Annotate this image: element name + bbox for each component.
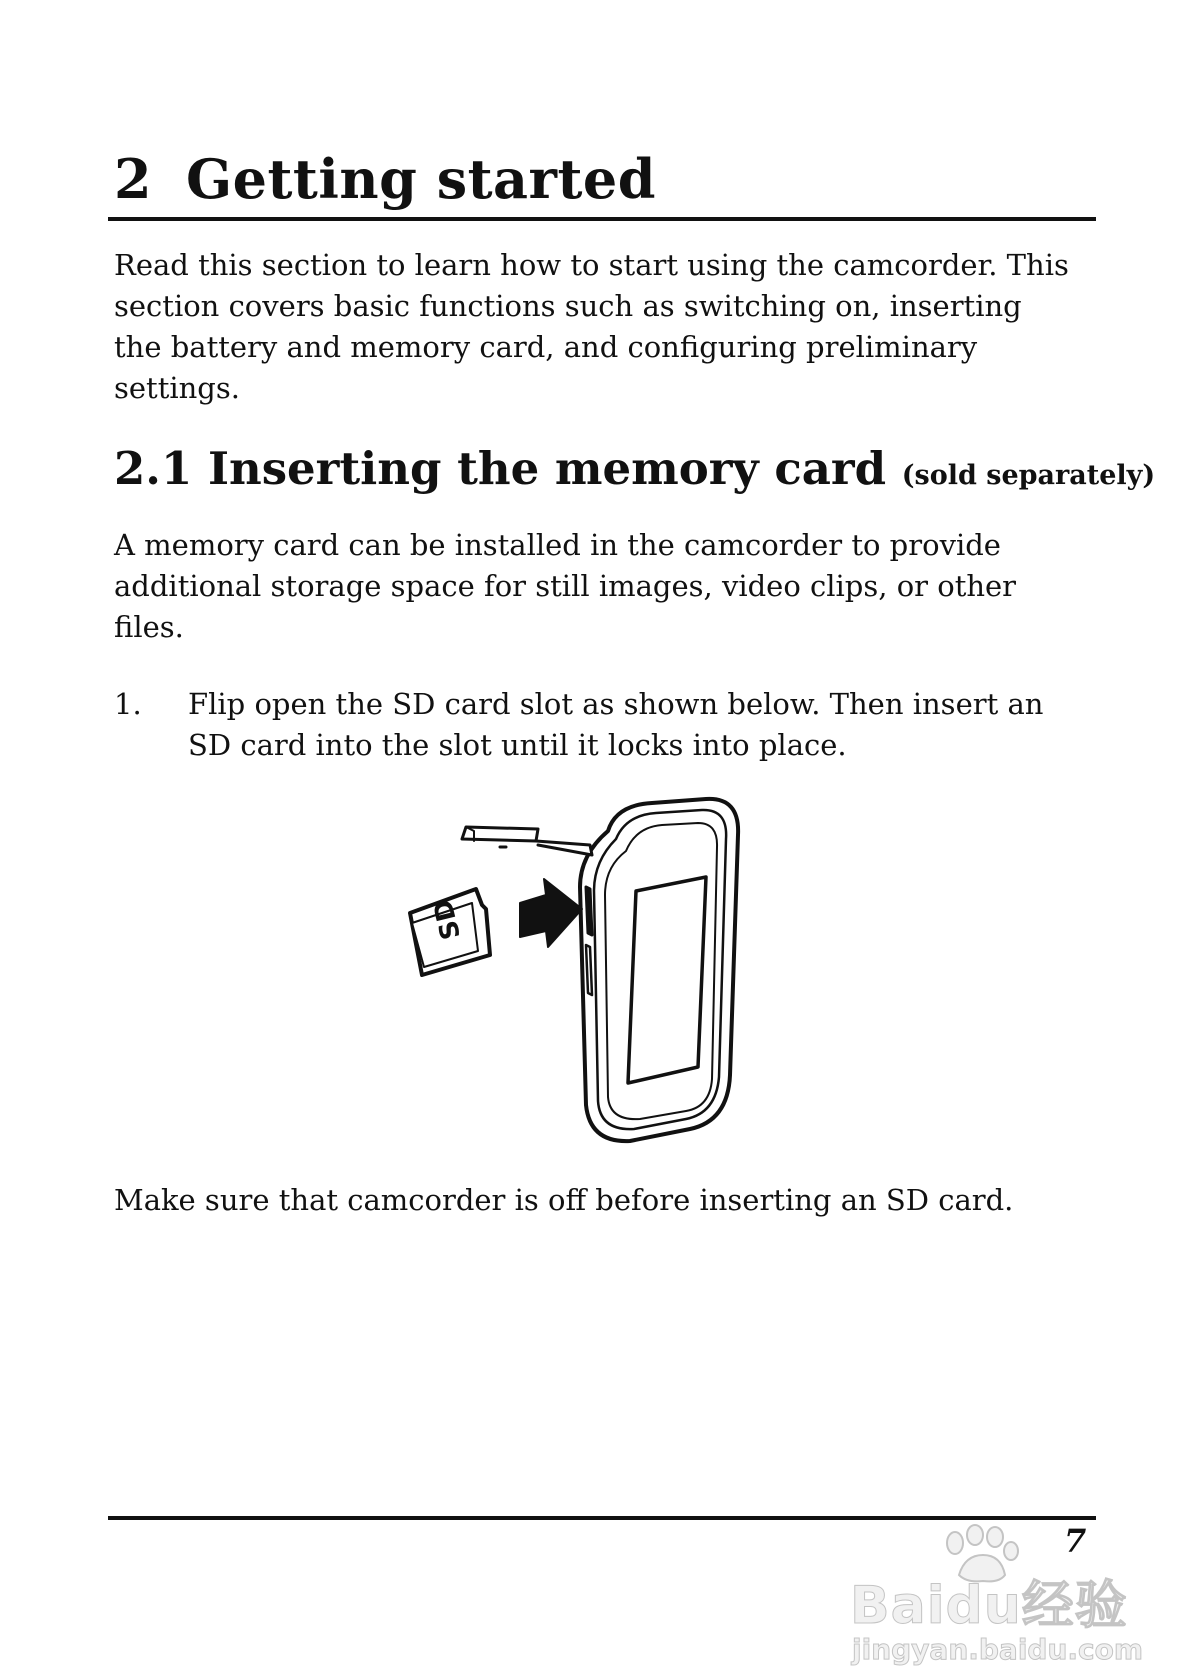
- warning-note: Make sure that camcorder is off before inserting an SD card.: [114, 1183, 1014, 1217]
- section-subtitle: (sold separately): [901, 460, 1156, 491]
- watermark-brand: Baidu经验: [850, 1576, 1128, 1636]
- sd-card-insertion-illustration: [428, 795, 760, 1145]
- chapter-divider: [108, 217, 1096, 221]
- footer-divider: [108, 1516, 1096, 1520]
- insert-arrow-icon: [520, 879, 582, 947]
- chapter-title: [114, 147, 657, 211]
- section-description: A memory card can be installed in the camcorder to provide additional storage space for still images, video clips, or other files.: [114, 528, 1017, 644]
- step-text: Flip open the SD card slot as shown below. Then insert an SD card into the slot until it locks into place.: [188, 687, 1044, 762]
- chapter-title-text: Getting started: [186, 147, 657, 211]
- section-title-text: 2.1 Inserting the memory card: [114, 442, 887, 495]
- chapter-number: 2: [114, 147, 153, 211]
- section-title: [114, 442, 1156, 495]
- chapter-intro: Read this section to learn how to start using the camcorder. This section covers basic functions such as switching on, inserting the battery and memory card, and configuring preliminary settings.: [114, 248, 1069, 405]
- sd-card-label: SD: [428, 896, 468, 943]
- sd-card-icon: [410, 889, 490, 975]
- baidu-watermark: [850, 1525, 1190, 1675]
- page-number: 7: [1064, 1522, 1087, 1560]
- step-number: 1.: [114, 687, 142, 721]
- watermark-url: jingyan.baidu.com: [852, 1633, 1144, 1666]
